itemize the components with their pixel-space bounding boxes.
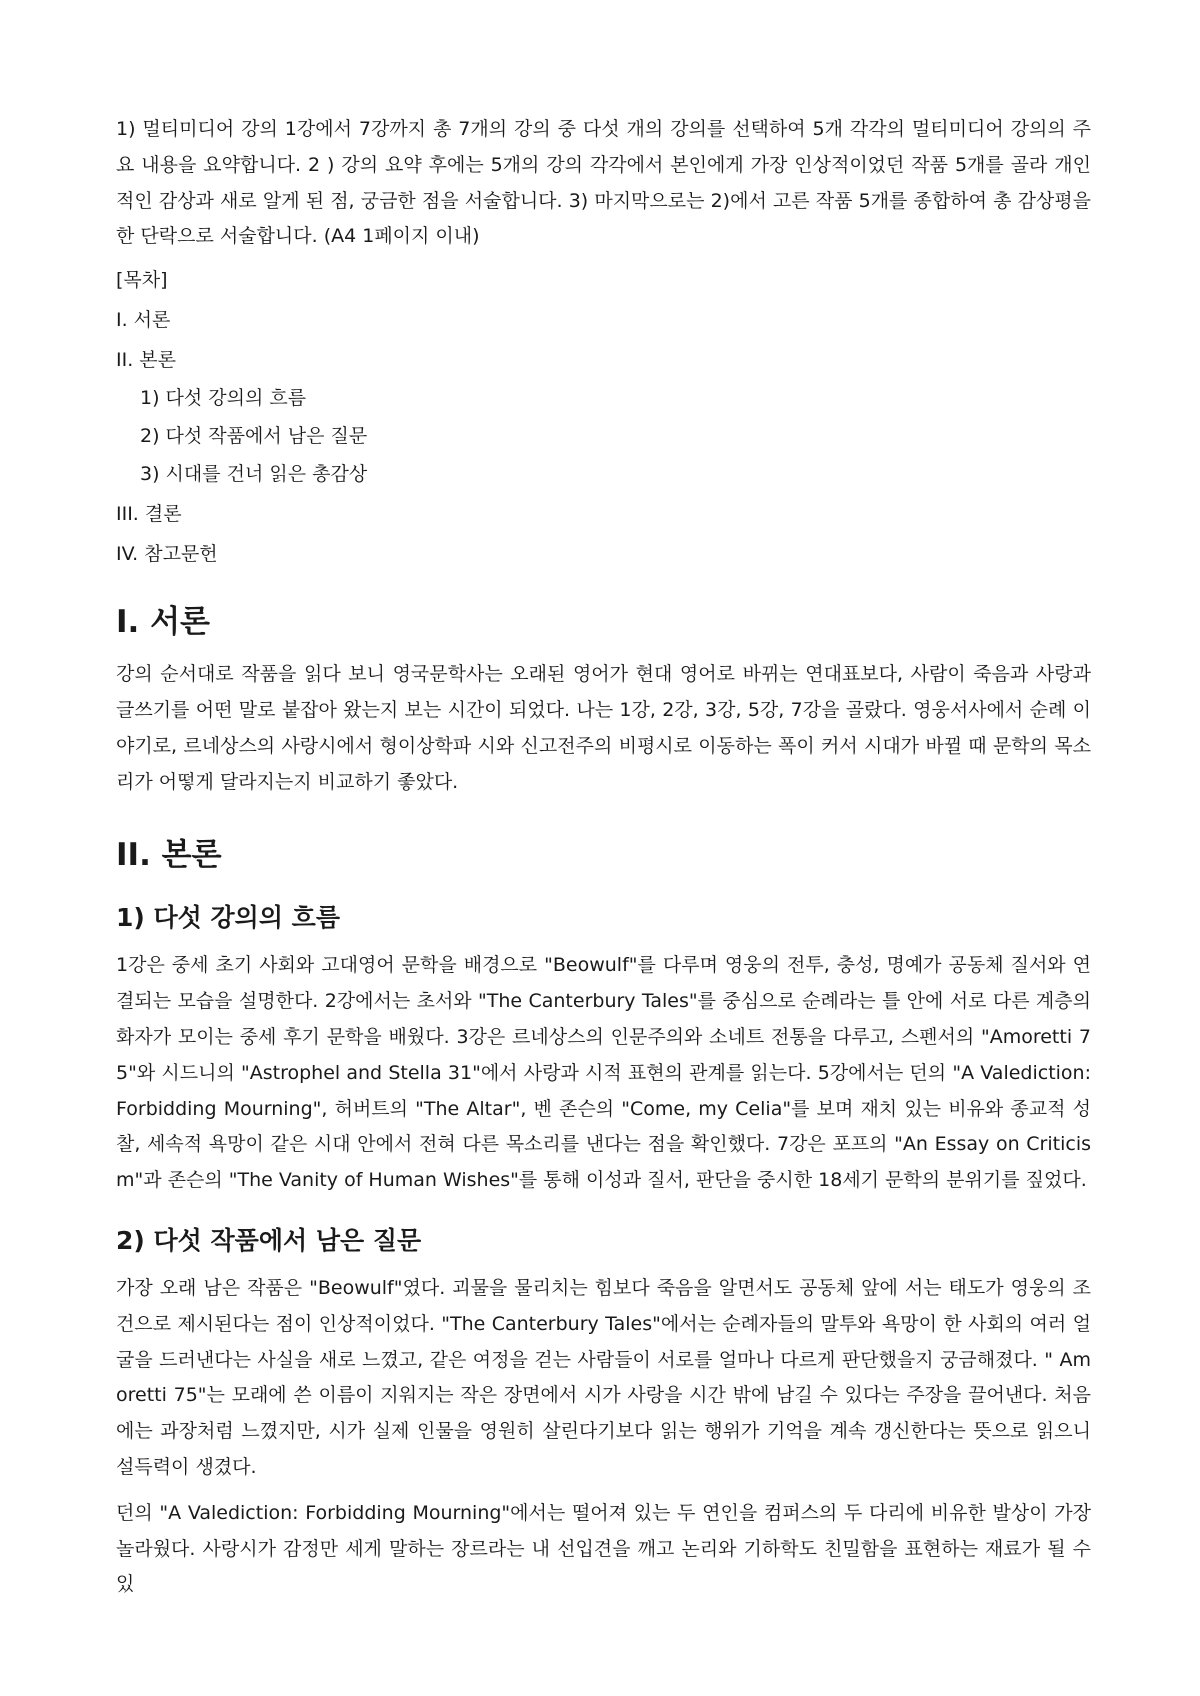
intro-paragraph: 강의 순서대로 작품을 읽다 보니 영국문학사는 오래된 영어가 현대 영어로 바뀌는 연대표보다, 사람이 죽음과 사랑과 글쓰기를 어떤 말로 붙잡아 왔는지 보는 시간이 되었다. 나는 1강, 2강, 3강, 5강, 7강을 골랐다. 영웅서사에서 순례 이야기로, 르네상스의 사랑시에서 형이상학파 시와 신고전주의 비평시로 이동하는 폭이 커서 시대가 바뀔 때 문학의 목소리가 어떻게 달라지는지 비교하기 좋았다. (116, 663, 1091, 793)
toc-item-body: II. 본론 (116, 349, 176, 372)
toc-item-intro: I. 서론 (116, 309, 171, 332)
toc-heading: [목차] (116, 269, 168, 292)
flow-heading: 1) 다섯 강의의 흐름 (116, 903, 340, 933)
questions-paragraph-2: 던의 "A Valediction: Forbidding Mourning"에서는 떨어져 있는 두 연인을 컴퍼스의 두 다리에 비유한 발상이 가장 놀라웠다. 사랑시가 감정만 세게 말하는 장르라는 내 선입견을 깨고 논리와 기하학도 친밀함을 표현하는 재료가 될 수 있 (116, 1501, 1091, 1596)
toc-subitem-flow: 1) 다섯 강의의 흐름 (140, 387, 307, 410)
assignment-instructions: 1) 멀티미디어 강의 1강에서 7강까지 총 7개의 강의 중 다섯 개의 강의를 선택하여 5개 각각의 멀티미디어 강의의 주요 내용을 요약합니다. 2 ) 강의 요약 후에는 5개의 강의 각각에서 본인에게 가장 인상적이었던 작품 5개를 골라 개인적인 감상과 새로 알게 된 점, 궁금한 점을 서술합니다. 3) 마지막으로는 2)에서 고른 작품 5개를 종합하여 총 감상평을 한 단락으로 서술합니다. (A4 1페이지 이내) (116, 118, 1091, 248)
questions-heading: 2) 다섯 작품에서 남은 질문 (116, 1225, 422, 1255)
toc-subitem-overall: 3) 시대를 건너 읽은 총감상 (140, 463, 368, 486)
document-page (116, 112, 1091, 1613)
questions-paragraph-1: 가장 오래 남은 작품은 "Beowulf"였다. 괴물을 물리치는 힘보다 죽음을 알면서도 공동체 앞에 서는 태도가 영웅의 조건으로 제시된다는 점이 인상적이었다. "The Canterbury Tales"에서는 순례자들의 말투와 욕망이 한 사회의 여러 얼굴을 드러낸다는 사실을 새로 느꼈고, 같은 여정을 걷는 사람들이 서로를 얼마나 다르게 판단했을지 궁금해졌다. " Amoretti 75"는 모래에 쓴 이름이 지워지는 작은 장면에서 시가 사랑을 시간 밖에 남길 수 있다는 주장을 끌어낸다. 처음에는 과장처럼 느꼈지만, 시가 실제 인물을 영원히 살린다기보다 읽는 행위가 기억을 계속 갱신한다는 뜻으로 읽으니 설득력이 생겼다. (116, 1276, 1091, 1478)
body-heading: II. 본론 (116, 837, 222, 874)
flow-paragraph: 1강은 중세 초기 사회와 고대영어 문학을 배경으로 "Beowulf"를 다루며 영웅의 전투, 충성, 명예가 공동체 질서와 연결되는 모습을 설명한다. 2강에서는 초서와 "The Canterbury Tales"를 중심으로 순례라는 틀 안에 서로 다른 계층의 화자가 모이는 중세 후기 문학을 배웠다. 3강은 르네상스의 인문주의와 소네트 전통을 다루고, 스펜서의 "Amoretti 75"와 시드니의 "Astrophel and Stella 31"에서 사랑과 시적 표현의 관계를 읽는다. 5강에서는 던의 "A Valediction: Forbidding Mourning", 허버트의 "The Altar", 벤 존슨의 "Come, my Celia"를 보며 재치 있는 비유와 종교적 성찰, 세속적 욕망이 같은 시대 안에서 전혀 다른 목소리를 낸다는 점을 확인했다. 7강은 포프의 "An Essay on Criticism"과 존슨의 "The Vanity of Human Wishes"를 통해 이성과 질서, 판단을 중시한 18세기 문학의 분위기를 짚었다. (116, 954, 1091, 1192)
intro-heading: I. 서론 (116, 604, 210, 641)
toc-item-references: IV. 참고문헌 (116, 543, 218, 566)
toc-subitem-questions: 2) 다섯 작품에서 남은 질문 (140, 425, 368, 448)
toc-item-conclusion: III. 결론 (116, 503, 182, 526)
